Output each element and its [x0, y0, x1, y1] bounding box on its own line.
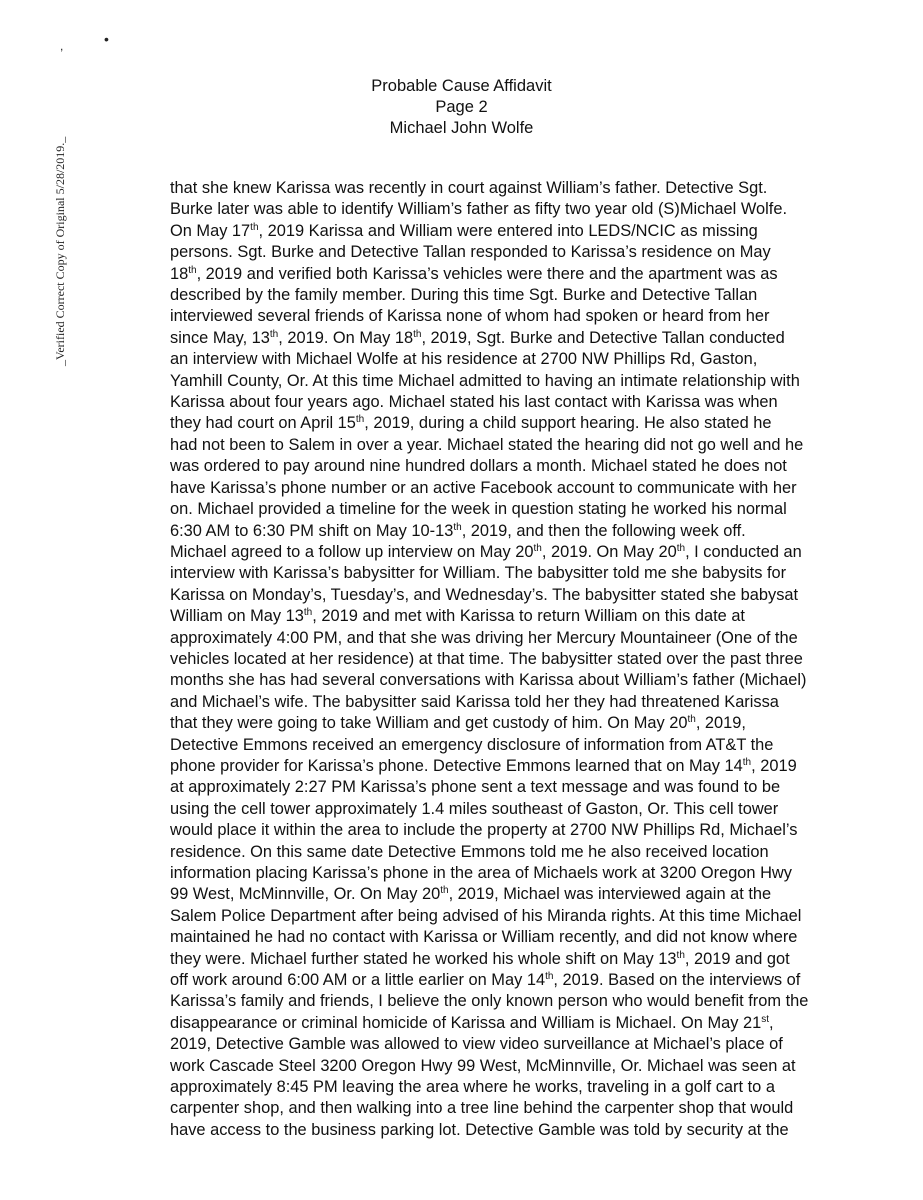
body-line: residence. On this same date Detective Emmons told me he also received location [170, 842, 769, 861]
body-line: interviewed several friends of Karissa none of whom had spoken or heard from her [170, 307, 770, 326]
body-line: maintained he had no contact with Karissa or William recently, and did not know where [170, 928, 798, 947]
body-line: that they were going to take William and get custody of him. On May 20th, 2019, [170, 714, 746, 733]
body-line: Karissa about four years ago. Michael stated his last contact with Karissa was when [170, 393, 778, 412]
affidavit-body [170, 178, 830, 1141]
body-line: and Michael’s wife. The babysitter said Karissa told her they had threatened Karissa [170, 692, 779, 711]
body-line: Michael agreed to a follow up interview on May 20th, 2019. On May 20th, I conducted an [170, 542, 802, 561]
body-line: described by the family member. During this time Sgt. Burke and Detective Tallan [170, 286, 758, 305]
body-line: interview with Karissa’s babysitter for William. The babysitter told me she babysits for [170, 564, 787, 583]
body-line: 99 West, McMinnville, Or. On May 20th, 2019, Michael was interviewed again at the [170, 885, 772, 904]
page-number: Page 2 [435, 98, 488, 116]
body-line: was ordered to pay around nine hundred dollars a month. Michael stated he does not [170, 457, 787, 476]
body-line: have Karissa’s phone number or an active Facebook account to communicate with her [170, 478, 797, 497]
body-line: approximately 4:00 PM, and that she was driving her Mercury Mountaineer (One of the [170, 628, 798, 647]
body-line: at approximately 2:27 PM Karissa’s phone sent a text message and was found to be [170, 778, 781, 797]
body-line: Karissa on Monday’s, Tuesday’s, and Wednesday’s. The babysitter stated she babysat [170, 585, 799, 604]
body-line: 2019, Detective Gamble was allowed to view video surveillance at Michael’s place of [170, 1035, 783, 1054]
body-line: work Cascade Steel 3200 Oregon Hwy 99 West, McMinnville, Or. Michael was seen at [170, 1056, 796, 1075]
body-line: Burke later was able to identify William’s father as fifty two year old (S)Michael Wolfe. [170, 200, 788, 219]
body-line: Yamhill County, Or. At this time Michael admitted to having an intimate relationship with [170, 371, 800, 390]
body-line: would place it within the area to include the property at 2700 NW Phillips Rd, Michael’s [170, 821, 798, 840]
page-header [0, 76, 923, 139]
stray-mark: , [60, 39, 64, 53]
body-line: 18th, 2019 and verified both Karissa’s vehicles were there and the apartment was as [170, 264, 778, 283]
subject-name: Michael John Wolfe [389, 119, 534, 137]
stray-dot: • [104, 31, 109, 47]
body-line: off work around 6:00 AM or a little earlier on May 14th, 2019. Based on the interviews of [170, 971, 801, 990]
body-line: had not been to Salem in over a year. Michael stated the hearing did not go well and he [170, 435, 804, 454]
body-line: an interview with Michael Wolfe at his residence at 2700 NW Phillips Rd, Gaston, [170, 350, 758, 369]
body-line: months she has had several conversations with Karissa about William’s father (Michael) [170, 671, 807, 690]
body-line: disappearance or criminal homicide of Karissa and William is Michael. On May 21st, [170, 1013, 774, 1032]
body-line: information placing Karissa’s phone in the area of Michaels work at 3200 Oregon Hwy [170, 864, 792, 882]
document-title: Probable Cause Affidavit [371, 77, 552, 95]
body-line: phone provider for Karissa’s phone. Detective Emmons learned that on May 14th, 2019 [170, 756, 797, 775]
body-line: using the cell tower approximately 1.4 miles southeast of Gaston, Or. This cell tower [170, 799, 779, 818]
verification-stamp-text: _Verified Correct Copy of Original 5/28/2019._ [53, 136, 67, 366]
body-line: 6:30 AM to 6:30 PM shift on May 10-13th, 2019, and then the following week off. [170, 521, 746, 540]
body-line: On May 17th, 2019 Karissa and William were entered into LEDS/NCIC as missing [170, 221, 758, 240]
body-line: carpenter shop, and then walking into a tree line behind the carpenter shop that would [170, 1099, 794, 1118]
body-line: they had court on April 15th, 2019, during a child support hearing. He also stated he [170, 414, 772, 433]
body-line: persons. Sgt. Burke and Detective Tallan responded to Karissa’s residence on May [170, 243, 771, 262]
body-line: since May, 13th, 2019. On May 18th, 2019, Sgt. Burke and Detective Tallan conducted [170, 328, 785, 347]
body-line: approximately 8:45 PM leaving the area where he works, traveling in a golf cart to a [170, 1078, 775, 1097]
body-line: have access to the business parking lot. Detective Gamble was told by security at the [170, 1120, 789, 1139]
body-line: Detective Emmons received an emergency disclosure of information from AT&T the [170, 735, 774, 754]
body-line: Karissa’s family and friends, I believe the only known person who would benefit from the [170, 992, 809, 1011]
body-line: vehicles located at her residence) at that time. The babysitter stated over the past three [170, 649, 803, 668]
body-line: William on May 13th, 2019 and met with Karissa to return William on this date at [170, 607, 745, 626]
body-line: Salem Police Department after being advised of his Miranda rights. At this time Michael [170, 906, 802, 925]
body-line: that she knew Karissa was recently in court against William’s father. Detective Sgt. [170, 179, 768, 197]
body-line: on. Michael provided a timeline for the week in question stating he worked his normal [170, 500, 787, 519]
body-line: they were. Michael further stated he worked his whole shift on May 13th, 2019 and got [170, 949, 790, 968]
